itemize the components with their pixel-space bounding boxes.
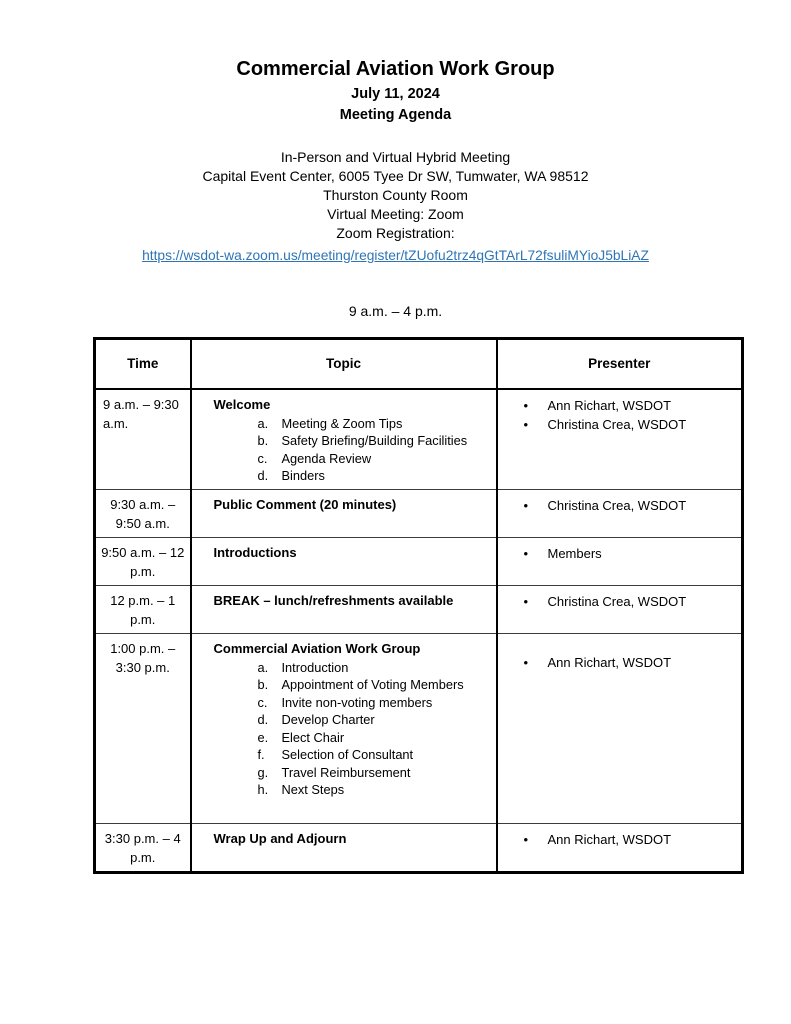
document-header [0,0,791,126]
list-letter-marker: d. [257,468,269,483]
table-row [95,585,743,633]
presenter-list [524,640,738,672]
presenter-item [524,396,738,415]
presenter-list [524,496,738,515]
list-letter-marker: e. [257,729,269,745]
zoom-registration-link[interactable]: https://wsdot-wa.zoom.us/meeting/register/tZUofu2trz4qGtTArL72fsuliMYioJ5bLiAZ [142,248,649,263]
topic-sub-item-text: Appointment of Voting Members [281,677,464,692]
topic-sub-item-text: Agenda Review [281,450,372,466]
info-line: Thurston County Room [323,187,468,203]
topic-sub-item-text: Develop Charter [281,712,375,727]
topic-sub-item-text: Introduction [281,659,349,675]
topic-sub-item [258,415,492,433]
presenter-cell [497,585,743,633]
list-letter-marker: d. [257,712,269,727]
bullet-icon [524,396,548,415]
page-title: Commercial Aviation Work Group [236,58,555,80]
topic-cell [191,537,497,585]
col-header-presenter: Presenter [497,339,743,389]
presenter-name: Ann Richart, WSDOT [547,831,672,847]
list-letter-marker: c. [257,694,268,710]
time-cell: 9 a.m. – 9:30 a.m. [95,389,191,490]
registration-link-line [0,246,791,265]
bullet-icon [524,496,548,515]
time-cell: 1:00 p.m. – 3:30 p.m. [95,633,191,823]
topic-sub-item [258,659,492,677]
time-cell: 3:30 p.m. – 4 p.m. [95,823,191,872]
list-letter-marker: g. [257,764,269,780]
info-line: Capital Event Center, 6005 Tyee Dr SW, Tumwater, WA 98512 [202,168,589,184]
table-row [95,489,743,537]
presenter-name: Ann Richart, WSDOT [547,654,672,670]
topic-sub-list [258,415,492,485]
bullet-icon [524,830,548,849]
topic-sub-item [258,729,492,747]
meeting-date: July 11, 2024 [351,86,440,102]
meeting-info-block [0,148,791,243]
topic-title: Commercial Aviation Work Group [213,640,421,656]
presenter-cell [497,633,743,823]
bullet-icon [524,653,548,672]
list-letter-marker: a. [257,415,269,431]
presenter-name: Christina Crea, WSDOT [547,416,687,432]
topic-sub-item [258,450,492,468]
topic-sub-item [258,676,492,694]
topic-sub-item-text: Next Steps [281,782,345,797]
presenter-cell [497,389,743,490]
topic-sub-item-text: Meeting & Zoom Tips [281,415,403,431]
presenter-list [524,396,738,434]
presenter-name: Ann Richart, WSDOT [547,397,672,413]
topic-title: Public Comment (20 minutes) [213,496,397,512]
presenter-item [524,415,738,434]
meeting-time-range: 9 a.m. – 4 p.m. [348,303,443,319]
topic-cell [191,633,497,823]
list-letter-marker: b. [257,433,269,448]
presenter-item [524,653,738,672]
table-row [95,537,743,585]
info-line: Zoom Registration: [336,225,455,241]
topic-sub-item [258,746,492,764]
bullet-icon [524,592,548,611]
info-line: In-Person and Virtual Hybrid Meeting [280,149,511,165]
table-header-row [95,339,743,389]
presenter-name: Christina Crea, WSDOT [547,593,687,609]
presenter-list [524,830,738,849]
topic-cell [191,489,497,537]
topic-sub-item [258,781,492,799]
presenter-item [524,592,738,611]
table-row [95,823,743,872]
topic-title: Introductions [213,544,297,560]
topic-title: BREAK – lunch/refreshments available [213,592,454,608]
presenter-cell [497,489,743,537]
topic-sub-item [258,694,492,712]
list-letter-marker: b. [257,677,269,692]
meeting-agenda-label: Meeting Agenda [339,107,452,123]
agenda-table-body [95,389,743,873]
topic-sub-item-text: Travel Reimbursement [281,764,411,780]
presenter-name: Christina Crea, WSDOT [547,497,687,513]
topic-sub-list [258,659,492,799]
presenter-cell [497,823,743,872]
time-cell: 9:30 a.m. – 9:50 a.m. [95,489,191,537]
list-letter-marker: f. [257,747,265,762]
presenter-name: Members [547,545,602,561]
topic-sub-item-text: Elect Chair [281,729,345,745]
topic-sub-item-text: Invite non-voting members [281,694,433,710]
topic-sub-item-text: Safety Briefing/Building Facilities [281,433,468,448]
presenter-item [524,496,738,515]
topic-cell [191,823,497,872]
topic-sub-item [258,764,492,782]
presenter-item [524,544,738,563]
list-letter-marker: a. [257,659,269,675]
time-cell: 9:50 a.m. – 12 p.m. [95,537,191,585]
agenda-table [93,337,744,874]
bullet-icon [524,544,548,563]
presenter-list [524,544,738,563]
col-header-topic: Topic [191,339,497,389]
topic-title: Welcome [213,396,271,412]
topic-cell [191,389,497,490]
presenter-list [524,592,738,611]
col-header-time: Time [95,339,191,389]
presenter-cell [497,537,743,585]
topic-sub-item [258,467,492,485]
info-line: Virtual Meeting: Zoom [327,206,464,222]
list-letter-marker: c. [257,450,268,466]
time-cell: 12 p.m. – 1 p.m. [95,585,191,633]
topic-sub-item-text: Selection of Consultant [281,747,414,762]
table-row [95,389,743,490]
topic-sub-item [258,711,492,729]
topic-sub-item-text: Binders [281,468,325,483]
presenter-item [524,830,738,849]
list-letter-marker: h. [257,782,269,797]
table-row [95,633,743,823]
topic-cell [191,585,497,633]
topic-title: Wrap Up and Adjourn [213,830,347,846]
bullet-icon [524,415,548,434]
topic-sub-item [258,432,492,450]
